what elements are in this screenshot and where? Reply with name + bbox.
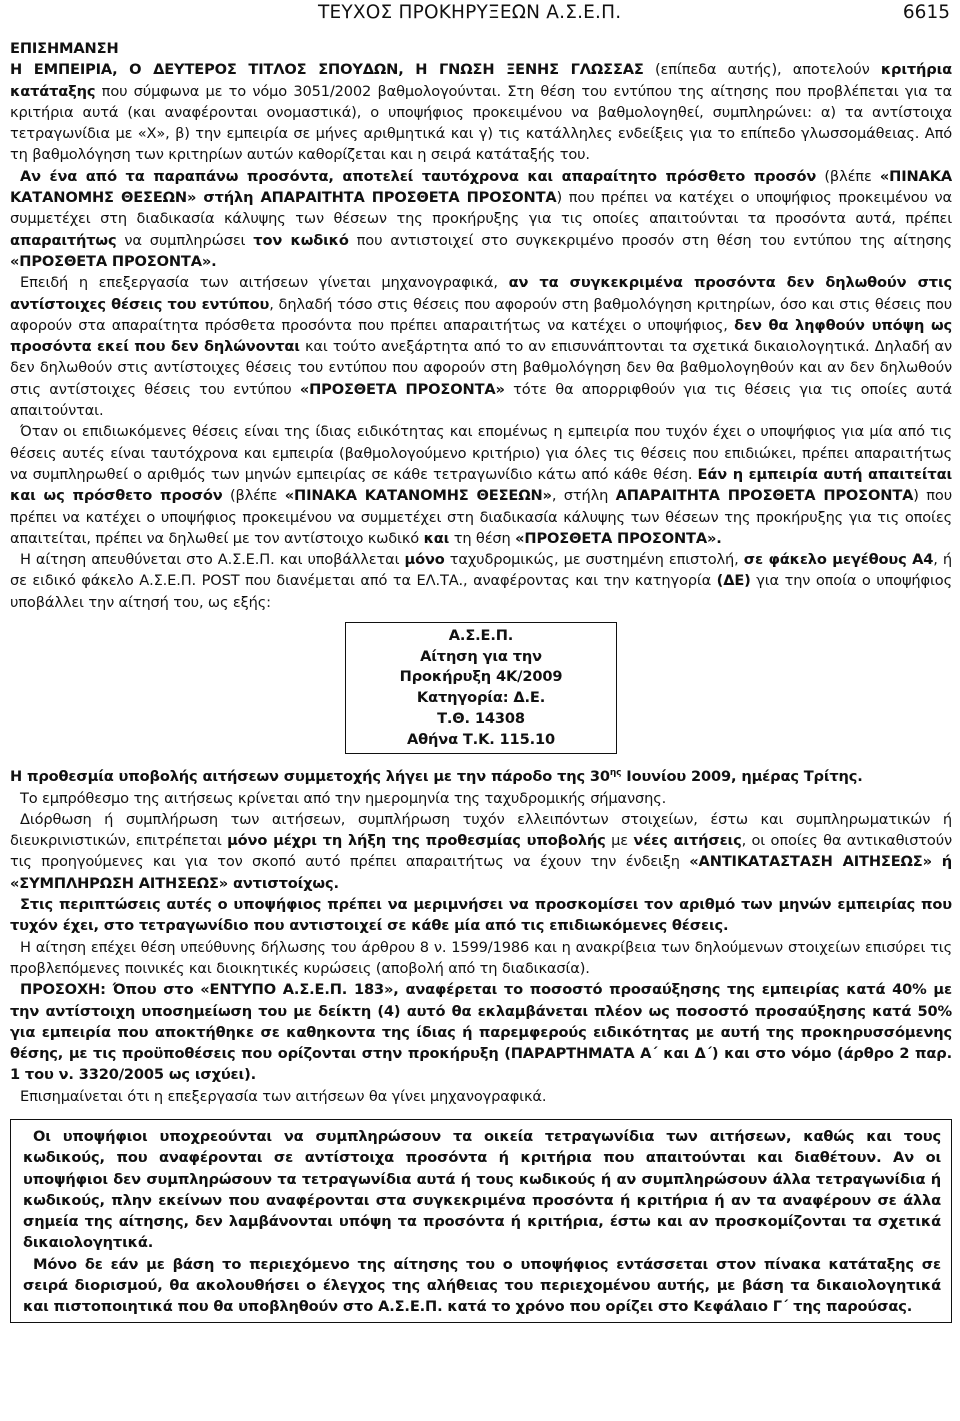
document-body	[10, 38, 952, 1323]
address-line: Α.Σ.Ε.Π.	[448, 627, 514, 645]
bordered-notice-box	[10, 1119, 952, 1323]
paragraph-experience-months: Στις περιπτώσεις αυτές ο υποψήφιος πρέπει να μεριμνήσει να προσκομίσει τον αριθμό των μηνών εμπειρίας που τυχόν έχει, στο τετραγωνίδιο που αντιστοιχεί σε κάθε μία από τις επιδιωκόμενες θέσεις.	[10, 896, 952, 935]
paragraph-additional-qualification: Αν ένα από τα παραπάνω προσόντα, αποτελεί ταυτόχρονα και απαραίτητο πρόσθετο προσόν (βλέπε «ΠΙΝΑΚΑ ΚΑΤΑΝΟΜΗΣ ΘΕΣΕΩΝ» στήλη ΑΠΑΡΑΙΤΗΤΑ ΠΡΟΣΘΕΤΑ ΠΡΟΣΟΝΤΑ) που πρέπει να κατέχει ο υποψήφιος προκειμένου να συμμετέχει στη διαδικασία κάλυψης των θέσεων της προκήρυξης για τις οποίες απαιτούνται τα προσόντα αυτά, πρέπει απαραιτήτως να συμπληρώσει τον κωδικό που αντιστοιχεί στο συγκεκριμένο προσόν στη θέση του εντύπου της αίτησης «ΠΡΟΣΘΕΤΑ ΠΡΟΣΟΝΤΑ».	[10, 167, 952, 270]
paragraph-solemn-declaration: Η αίτηση επέχει θέση υπεύθυνης δήλωσης του άρθρου 8 ν. 1599/1986 και η ανακρίβεια των δηλούμενων στοιχείων επισύρει τις προβλεπόμενες ποινικές και διοικητικές κυρώσεις (αποβολή από τη διαδικασία).	[10, 938, 952, 977]
notice-paragraph: Μόνο δε εάν με βάση το περιεχόμενο της αίτησης του ο υποψήφιος εντάσσεται στον πίνακα κατάταξης σε σειρά διορισμού, θα ακολουθήσει ο έλεγχος της αλήθειας του περιεχομένου αυτής, με βάση τα δικαιολογητικά και πιστοποιητικά που θα υποβληθούν στο Α.Σ.Ε.Π. κατά το χρόνο που ορίζει στο Κεφάλαιο Γ΄ της παρούσας.	[23, 1255, 941, 1316]
paragraph-postmark: Το εμπρόθεσμο της αιτήσεως κρίνεται από την ημερομηνία της ταχυδρομικής σήμανσης.	[20, 789, 667, 807]
journal-title: ΤΕΥΧΟΣ ΠΡΟΚΗΡΥΞΕΩΝ Α.Σ.Ε.Π.	[318, 2, 622, 23]
notice-paragraph: Οι υποψήφιοι υποχρεούνται να συμπληρώσουν τα οικεία τετραγωνίδια των αιτήσεων, καθώς και τους κωδικούς, που αναφέρονται σε αντίστοιχα προσόντα ή κριτήρια που απαιτούνται και διαθέτουν. Αν οι υποψήφιοι δεν συμπληρώσουν τα τετραγωνίδια αυτά ή τους κωδικούς ή αν συμπληρώσουν άλλα τετραγωνίδια ή κωδικούς, πλην εκείνων που αναφέρονται στα συγκεκριμένα προσόντα ή κριτήρια ή αν τα αναφέρουν σε άλλα σημεία της αίτησης, δεν λαμβάνονται υπόψη τα προσόντα ή κριτήρια, έστω και αν προσκομίζονται τα σχετικά δικαιολογητικά.	[23, 1127, 941, 1252]
paragraph-corrections: Διόρθωση ή συμπλήρωση των αιτήσεων, συμπλήρωση τυχόν ελλειπόντων στοιχείων, έστω και συμπληρωματικών ή διευκρινιστικών, επιτρέπεται μόνο μέχρι τη λήξη της προθεσμίας υποβολής με νέες αιτήσεις, οι οποίες θα αντικαθιστούν τις προηγούμενες και για τον σκοπό αυτό πρέπει απαραιτήτως να έχουν την ένδειξη «ΑΝΤΙΚΑΤΑΣΤΑΣΗ ΑΙΤΗΣΕΩΣ» ή «ΣΥΜΠΛΗΡΩΣΗ ΑΙΤΗΣΕΩΣ» αντιστοίχως.	[10, 810, 953, 892]
paragraph-submission: Η αίτηση απευθύνεται στο Α.Σ.Ε.Π. και υποβάλλεται μόνο ταχυδρομικώς, με συστημένη επιστολή, σε φάκελο μεγέθους Α4, ή σε ειδικό φάκελο Α.Σ.Ε.Π. POST που διανέμεται από τα ΕΛ.ΤΑ., αναφέροντας και την κατηγορία (ΔΕ) για την οποία ο υποψήφιος υποβάλλει την αίτησή του, ως εξής:	[10, 551, 952, 611]
address-line: Προκήρυξη 4Κ/2009	[399, 668, 563, 686]
address-line: Αθήνα Τ.Κ. 115.10	[407, 730, 555, 748]
address-line: Κατηγορία: Δ.Ε.	[416, 689, 546, 707]
paragraph-processing: Επειδή η επεξεργασία των αιτήσεων γίνεται μηχανογραφικά, αν τα συγκεκριμένα προσόντα δεν δηλωθούν στις αντίστοιχες θέσεις του εντύπου, δηλαδή τόσο στις θέσεις που αφορούν στη βαθμολόγηση κριτηρίων, όσο και στις θέσεις που αφορούν στα απαραίτητα πρόσθετα προσόντα που πρέπει απαραιτήτως να κατέχει ο υποψήφιος, δεν θα ληφθούν υπόψη ως προσόντα εκεί που δεν δηλώνονται και τούτο ανεξάρτητα από το αν επισυνάπτονται τα σχετικά δικαιολογητικά. Δηλαδή αν δεν δηλωθούν στις αντίστοιχες θέσεις του εντύπου που αφορούν στη βαθμολόγηση δεν θα βαθμολογηθούν και αν δεν δηλωθούν στις αντίστοιχες θέσεις του εντύπου «ΠΡΟΣΘΕΤΑ ΠΡΟΣΟΝΤΑ» τότε θα απορριφθούν για τις θέσεις για τις οποίες αυτά απαιτούνται.	[10, 274, 953, 420]
paragraph-mechanographic: Επισημαίνεται ότι η επεξεργασία των αιτήσεων θα γίνει μηχανογραφικά.	[20, 1087, 547, 1105]
notice-heading	[10, 38, 952, 59]
address-line: Αίτηση για την	[420, 647, 542, 665]
criteria-emphasis: Η ΕΜΠΕΙΡΙΑ, Ο ΔΕΥΤΕΡΟΣ ΤΙΤΛΟΣ ΣΠΟΥΔΩΝ, Η ΓΝΩΣΗ ΞΕΝΗΣ ΓΛΩΣΣΑΣ	[10, 61, 644, 79]
page-number: 6615	[902, 2, 950, 23]
address-line: Τ.Θ. 14308	[437, 709, 525, 727]
paragraph-same-specialty: Όταν οι επιδιωκόμενες θέσεις είναι της ίδιας ειδικότητας και επομένως η εμπειρία που τυχόν έχει ο υποψήφιος για μία από τις θέσεις αυτές είναι ταυτόχρονα και εμπειρία (βαθμολογούμενο κριτήριο) για όλες τις θέσεις που επιδιώκει, πρέπει απαραιτήτως να συμπληρωθεί ο αριθμός των μηνών εμπειρίας σε κάθε τετραγωνίδιο κάτω από κάθε θέση. Εάν η εμπειρία αυτή απαιτείται και ως πρόσθετο προσόν (βλέπε «ΠΙΝΑΚΑ ΚΑΤΑΝΟΜΗΣ ΘΕΣΕΩΝ», στήλη ΑΠΑΡΑΙΤΗΤΑ ΠΡΟΣΘΕΤΑ ΠΡΟΣΟΝΤΑ) που πρέπει να κατέχει ο υποψήφιος προκειμένου να συμμετέχει στη διαδικασία κάλυψης των θέσεων της προκήρυξης για τις οποίες απαιτείται, πρέπει να δηλωθεί με τον αντίστοιχο κωδικό και τη θέση «ΠΡΟΣΘΕΤΑ ΠΡΟΣΟΝΤΑ».	[10, 423, 952, 547]
paragraph-criteria: Η ΕΜΠΕΙΡΙΑ, Ο ΔΕΥΤΕΡΟΣ ΤΙΤΛΟΣ ΣΠΟΥΔΩΝ, Η ΓΝΩΣΗ ΞΕΝΗΣ ΓΛΩΣΣΑΣ (επίπεδα αυτής), αποτελούν κριτήρια κατάταξης που σύμφωνα με το νόμο 3051/2002 βαθμολογούνται. Στη θέση του εντύπου της αίτησης που προβλέπεται για τα κριτήρια αυτά (και αναφέρονται ονομαστικά), ο υποψήφιος προκειμένου να βαθμολογηθεί, συμπληρώνει: α) τα αντίστοιχα τετραγωνίδια με «Χ», β) την εμπειρία σε μήνες αριθμητικά και γ) τις κατάλληλες ενδείξεις για το επίπεδο γλωσσομάθειας. Από τη βαθμολόγηση των κριτηρίων αυτών καθορίζεται και η σειρά κατάταξής του.	[10, 61, 952, 164]
notice-label: ΕΠΙΣΗΜΑΝΣΗ	[10, 40, 119, 57]
mailing-address-box	[345, 622, 617, 754]
paragraph-deadline: Η προθεσμία υποβολής αιτήσεων συμμετοχής λήγει με την πάροδο της $30^{\eta\varsigma}$ Ιουνίου 2009, ημέρας Τρίτης.	[10, 768, 863, 786]
paragraph-attention: ΠΡΟΣΟΧΗ: Όπου στο «ΕΝΤΥΠΟ Α.Σ.Ε.Π. 183», αναφέρεται το ποσοστό προσαύξησης της εμπειρίας κατά 40% με την αντίστοιχη υποσημείωση του με δείκτη (4) αυτό θα εκλαμβάνεται πλέον ως ποσοστό προσαύξησης κατά 50% για εμπειρία που αποκτήθηκε σε καθηκοντα της ίδιας ή παρεμφερούς ειδικότητας με αυτή της προκηρυσσόμενης θέσης, με τις προϋποθέσεις που ορίζονται στην προκήρυξη (ΠΑΡΑΡΤΗΜΑΤΑ Α΄ και Δ΄) και στο νόμο (άρθρο 2 παρ. 1 του ν. 3320/2005 ως ισχύει).	[10, 981, 952, 1084]
page-header	[0, 0, 960, 26]
